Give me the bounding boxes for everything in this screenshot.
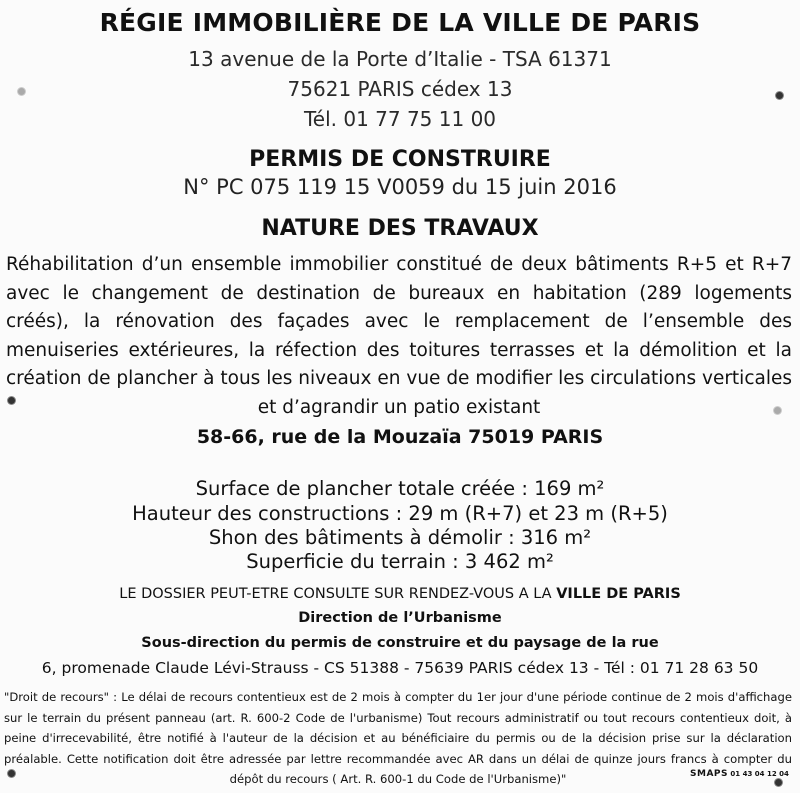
organisation-address-line2: 75621 PARIS cédex 13 <box>287 77 513 101</box>
fact-demolition-area: Shon des bâtiments à démolir : 316 m² <box>208 526 592 549</box>
direction-address: 6, promenade Claude Lévi-Strauss - CS 51388 - 75639 PARIS cédex 13 - Tél : 01 71 28 63 50 <box>41 659 759 677</box>
sub-direction-name: Sous-direction du permis de construire et du paysage de la rue <box>141 635 659 651</box>
consultation-city: VILLE DE PARIS <box>556 586 681 602</box>
legal-notice: "Droit de recours" : Le délai de recours contentieux est de 2 mois à compter du 1er jour d'une période continue de 2 mois d'affichage sur le terrain du présent panneau (art. R. 600-2 Code de l'urbanisme) Tout recours administratif ou tout recours contentieux doit, à peine d'irrecevabilité, être notifié à l'auteur de la décision et au bénéficiaire du permis ou de la décision prise sur la déclaration préalable. Cette notification doit être adressée par lettre recommandée avec AR dans un délai de quinze jours francs à compter du dépôt du recours ( Art. R. 600-1 du Code de l'Urbanisme)" <box>4 690 792 786</box>
organisation-title: RÉGIE IMMOBILIÈRE DE LA VILLE DE PARIS <box>99 8 701 37</box>
sign-maker-phone: 01 43 04 12 04 <box>730 770 789 778</box>
direction-name: Direction de l’Urbanisme <box>298 610 502 626</box>
works-heading: NATURE DES TRAVAUX <box>261 216 539 241</box>
fact-height: Hauteur des constructions : 29 m (R+7) et 23 m (R+5) <box>132 502 668 525</box>
fact-floor-area: Surface de plancher totale créée : 169 m² <box>195 477 605 500</box>
sign-maker <box>690 769 789 779</box>
organisation-address-line1: 13 avenue de la Porte d’Italie - TSA 61371 <box>188 47 612 71</box>
permit-number: N° PC 075 119 15 V0059 du 15 juin 2016 <box>183 175 617 199</box>
sign-maker-brand: SMAPS <box>690 769 728 779</box>
organisation-phone: Tél. 01 77 75 11 00 <box>303 107 497 131</box>
permit-heading: PERMIS DE CONSTRUIRE <box>249 147 551 172</box>
works-description: Réhabilitation d’un ensemble immobilier constitué de deux bâtiments R+5 et R+7 avec le changement de destination de bureaux en habitation (289 logements créés), la rénovation des façades avec le remplacement de l’ensemble des menuiseries extérieures, la réfection des toitures terrasses et la démolition et la création de plancher à tous les niveaux en vue de modifier les circulations verticales et d’agrandir un patio existant <box>6 254 792 418</box>
fact-land-area: Superficie du terrain : 3 462 m² <box>246 550 554 573</box>
site-address: 58-66, rue de la Mouzaïa 75019 PARIS <box>196 426 604 448</box>
consultation-text: LE DOSSIER PEUT-ETRE CONSULTE SUR RENDEZ-VOUS A LA <box>119 586 557 602</box>
consultation-notice <box>0 586 800 602</box>
